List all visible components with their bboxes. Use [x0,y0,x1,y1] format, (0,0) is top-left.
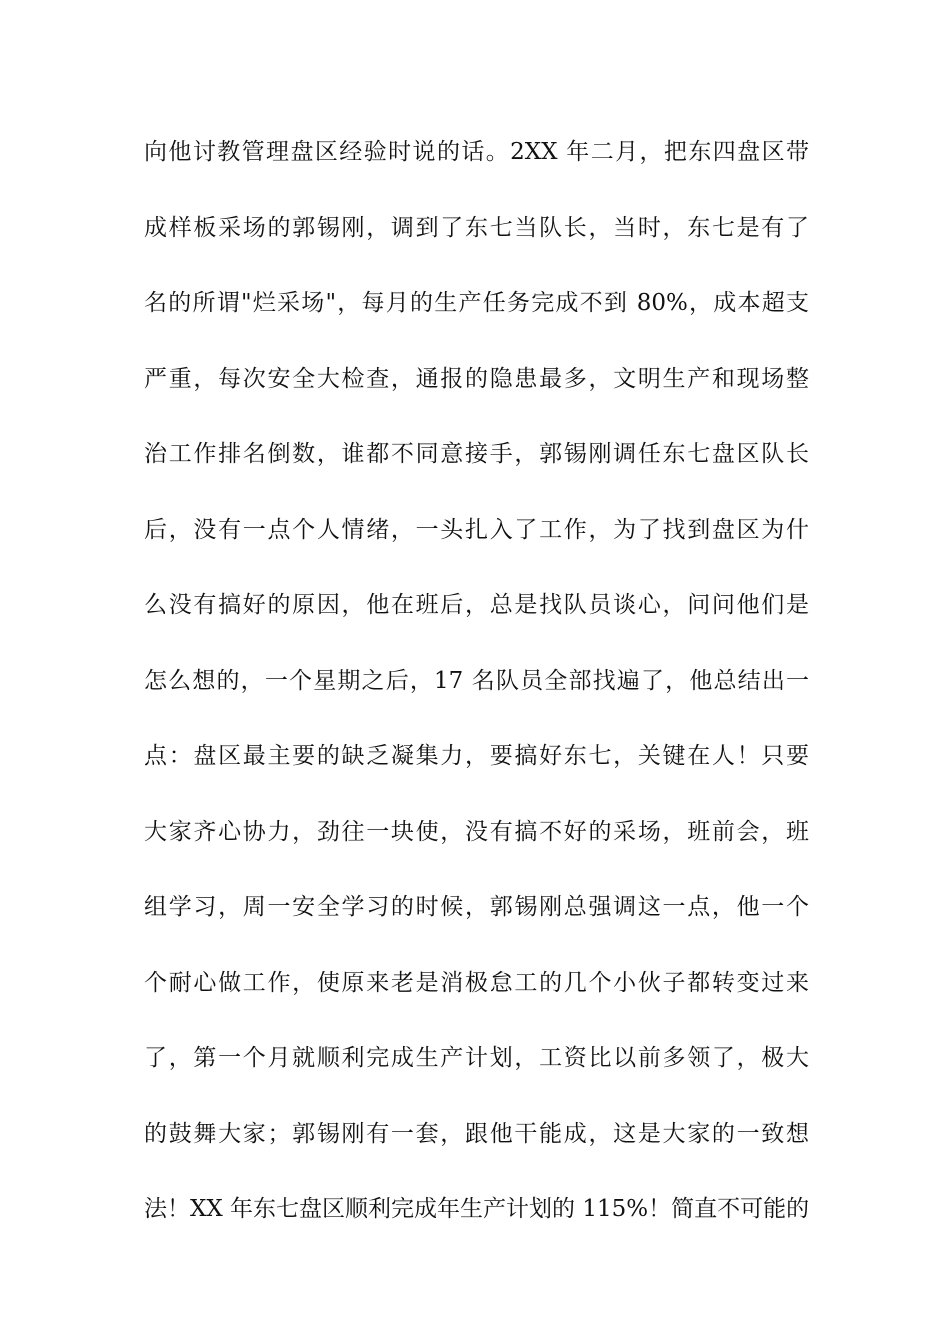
text-line: 点：盘区最主要的缺乏凝集力，要搞好东七，关键在人！只要 [144,743,809,769]
text-line: 法！XX 年东七盘区顺利完成年生产计划的 115%！简直不可能的 [144,1196,810,1222]
text-line: 成样板采场的郭锡刚，调到了东七当队长，当时，东七是有了 [144,214,809,241]
text-line: 怎么想的，一个星期之后，17 名队员全部找遍了，他总结出一 [144,667,809,694]
text-line: 大家齐心协力，劲往一块使，没有搞不好的采场，班前会，班 [144,818,809,845]
text-line: 了，第一个月就顺利完成生产计划，工资比以前多领了，极大 [144,1045,809,1071]
text-line: 严重，每次安全大检查，通报的隐患最多，文明生产和现场整 [144,365,809,392]
text-line: 后，没有一点个人情绪，一头扎入了工作，为了找到盘区为什 [144,516,809,543]
text-line: 名的所谓"烂采场"，每月的生产任务完成不到 80%，成本超支 [144,290,809,316]
text-line: 的鼓舞大家；郭锡刚有一套，跟他干能成，这是大家的一致想 [144,1120,809,1147]
text-line: 组学习，周一安全学习的时候，郭锡刚总强调这一点，他一个 [144,894,809,920]
body-paragraph [144,132,809,1265]
text-line: 么没有搞好的原因，他在班后，总是找队员谈心，问问他们是 [144,592,809,618]
text-line: 个耐心做工作，使原来老是消极怠工的几个小伙子都转变过来 [144,969,809,996]
text-line: 向他讨教管理盘区经验时说的话。2XX 年二月，把东四盘区带 [144,139,809,165]
text-line: 治工作排名倒数，谁都不同意接手，郭锡刚调任东七盘区队长 [144,441,809,467]
